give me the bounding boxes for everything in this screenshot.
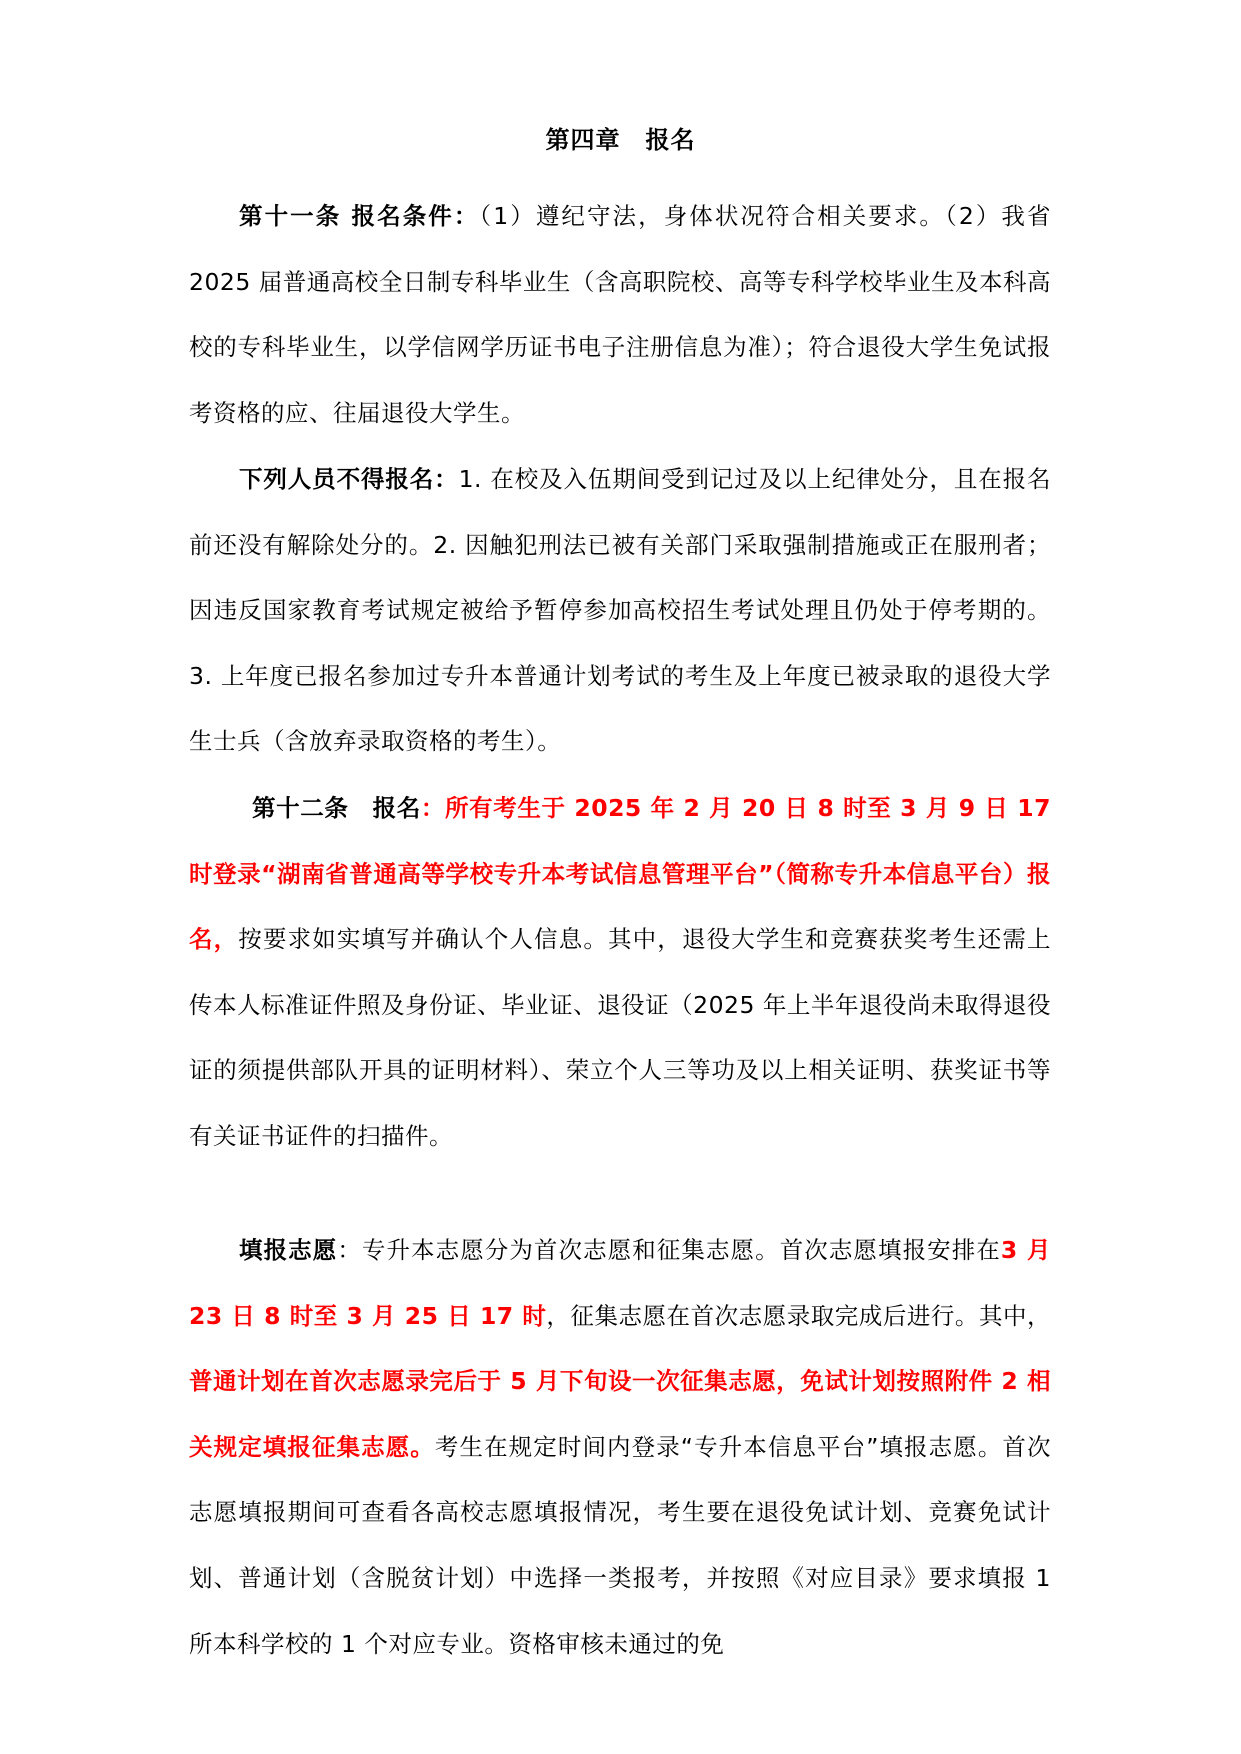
article-12-red-text: 所有考生于 2025 年 2 月 20 日 8 时至 3 月 9 日 17 时登录“湖南省普通高等学校专升本考试信息管理平台”（简称专升本信息平台）报名， [189, 794, 1052, 954]
volunteer-colon: ： [337, 1236, 362, 1264]
article-12-text: 按要求如实填写并确认个人信息。其中，退役大学生和竞赛获奖考生还需上传本人标准证件照及身份证、毕业证、退役证（2025 年上半年退役尚未取得退役证的须提供部队开具的证明材料）、荣立个人三等功及以上相关证明、获奖证书等有关证书证件的扫描件。 [189, 925, 1052, 1150]
article-12-paragraph [189, 776, 1051, 1170]
article-11-paragraph [189, 184, 1051, 446]
article-11-text: （1）遵纪守法，身体状况符合相关要求。（2）我省 2025 届普通高校全日制专科毕业生（含高职院校、高等专科学校毕业生及本科高校的专科毕业生，以学信网学历证书电子注册信息为准）；符合退役大学生免试报考资格的应、往届退役大学生。 [189, 202, 1052, 427]
volunteer-text-3: 考生在规定时间内登录“专升本信息平台”填报志愿。首次志愿填报期间可查看各高校志愿填报情况，考生要在退役免试计划、竞赛免试计划、普通计划（含脱贫计划）中选择一类报考，并按照《对应目录》要求填报 1 所本科学校的 1 个对应专业。资格审核未通过的免 [189, 1432, 1051, 1658]
exclusions-paragraph [189, 447, 1051, 775]
article-11-heading: 第十一条 报名条件 [239, 202, 454, 230]
exclusions-heading: 下列人员不得报名 [239, 465, 435, 493]
exclusions-colon: ： [434, 465, 459, 493]
article-12-colon: ： [420, 794, 445, 822]
article-11-colon: ： [453, 202, 480, 230]
exclusions-text: 1. 在校及入伍期间受到记过及以上纪律处分，且在报名前还没有解除处分的。2. 因触犯刑法已被有关部门采取强制措施或正在服刑者；因违反国家教育考试规定被给予暂停参加高校招生考试处理且仍处于停考期的。3. 上年度已报名参加过专升本普通计划考试的考生及上年度已被录取的退役大学生士兵（含放弃录取资格的考生）。 [189, 465, 1052, 756]
volunteer-red-2: 普通计划在首次志愿录完后于 5 月下旬设一次征集志愿，免试计划按照附件 2 相关规定填报征集志愿。 [189, 1367, 1051, 1461]
chapter-title: 第四章 报名 [545, 126, 696, 154]
volunteer-paragraph [189, 1218, 1051, 1677]
article-12-heading: 第十二条 报名 [252, 794, 421, 822]
volunteer-red-1: 3 月 23 日 8 时至 3 月 25 日 17 时 [189, 1236, 1051, 1330]
volunteer-heading: 填报志愿 [239, 1236, 338, 1264]
volunteer-text-1: 专升本志愿分为首次志愿和征集志愿。首次志愿填报安排在 [361, 1236, 1001, 1264]
volunteer-text-2: ，征集志愿在首次志愿录取完成后进行。其中， [546, 1301, 1052, 1330]
